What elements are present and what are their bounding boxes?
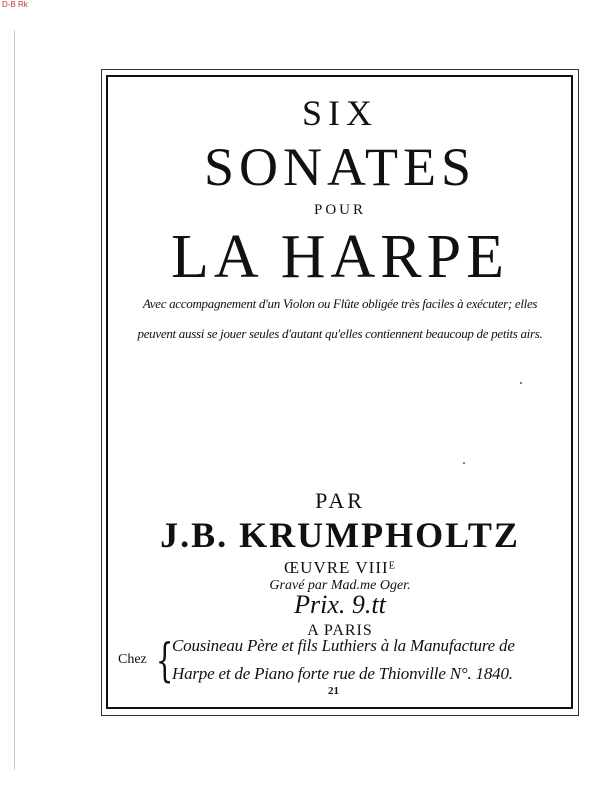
publisher-line-2: Harpe et de Piano forte rue de Thionville N°. 1840. — [172, 664, 513, 683]
ink-speck — [520, 382, 522, 384]
publisher-chez: Chez — [118, 652, 147, 667]
title-instrument: LA HARPE — [171, 223, 509, 291]
by-label: PAR — [315, 488, 365, 513]
brace-icon: { — [155, 633, 174, 687]
city: A PARIS — [307, 622, 373, 639]
ink-speck — [463, 462, 465, 464]
opus-number: ŒUVRE VIIIᴱ — [284, 558, 396, 577]
plate-number: 21 — [328, 685, 339, 697]
library-stamp: D-B Rk — [2, 0, 28, 9]
engraver-credit: Gravé par Mad.me Oger. — [269, 578, 411, 593]
description-line-2: peuvent aussi se jouer seules d'autant qu'elles contiennent beaucoup de petits airs. — [137, 326, 543, 341]
title-six: SIX — [301, 93, 378, 133]
description-line-1: Avec accompagnement d'un Violon ou Flûte obligée très faciles à exécuter; elles — [142, 296, 538, 311]
page-edge-shadow — [14, 30, 15, 770]
price: Prix. 9.tt — [294, 590, 386, 619]
composer-name: J.B. KRUMPHOLTZ — [160, 515, 520, 555]
publisher-line-1: Cousineau Père et fils Luthiers à la Manufacture de — [172, 636, 515, 655]
title-sonates: SONATES — [203, 137, 477, 197]
title-pour: POUR — [313, 202, 366, 218]
